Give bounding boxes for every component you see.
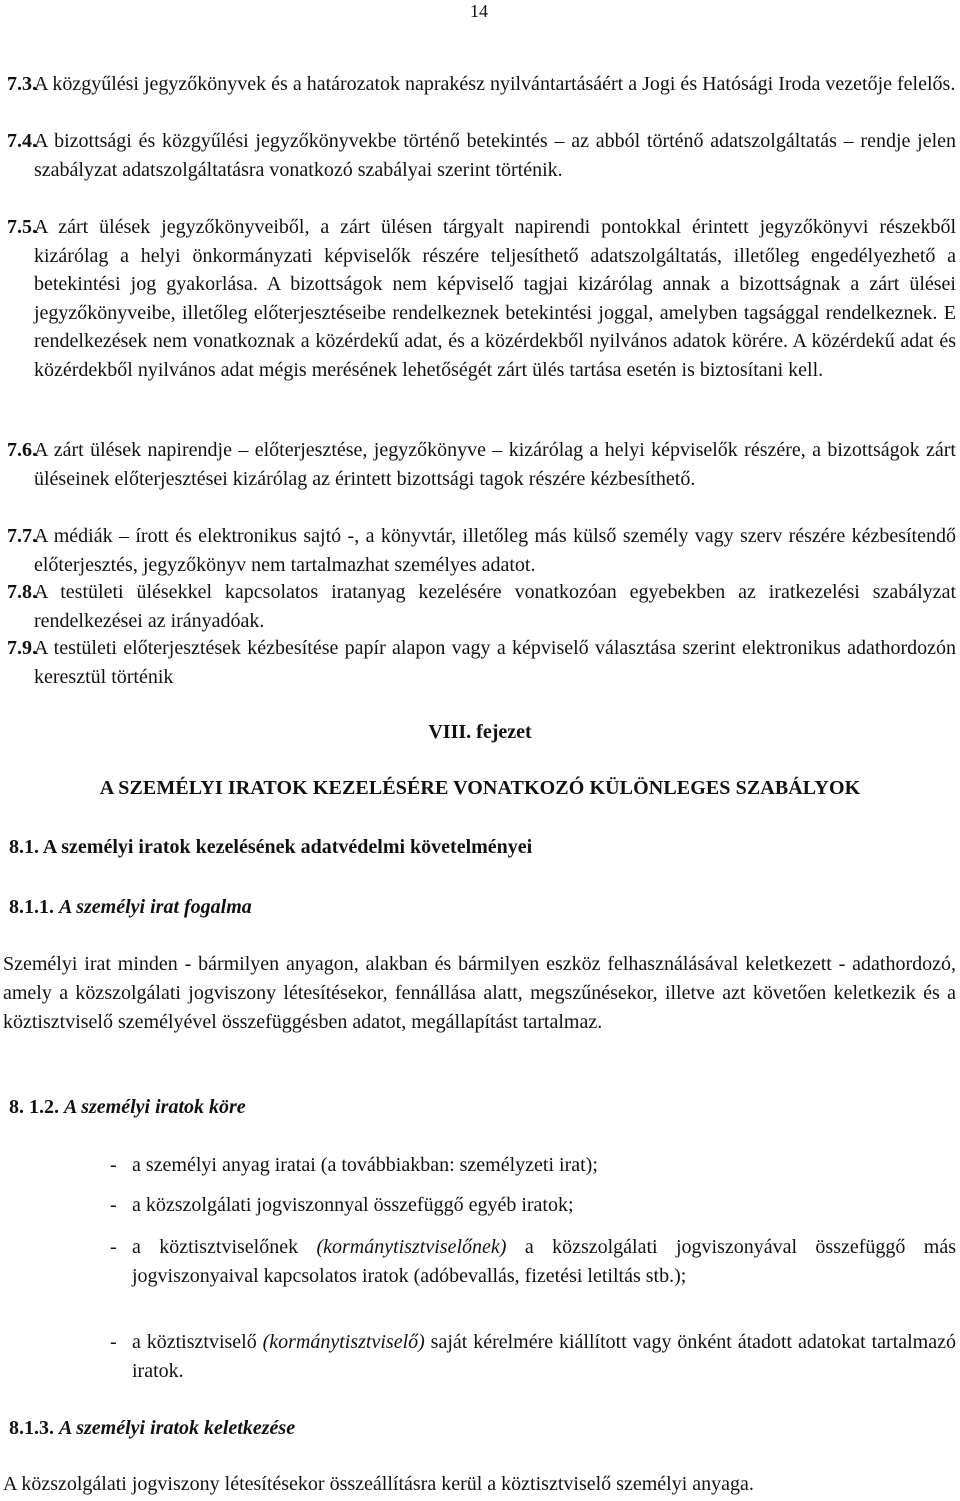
paragraph-7-8 <box>7 578 956 635</box>
section-number: 8.1.1. <box>9 896 54 918</box>
section-number: 8.1.3. <box>9 1417 54 1439</box>
section-number: 8.1. <box>9 836 39 858</box>
paragraph-number: 7.8. <box>7 581 37 603</box>
list-dash: - <box>110 1236 117 1258</box>
list-dash: - <box>110 1331 117 1353</box>
paragraph-7-9 <box>7 634 956 691</box>
paragraph-text: A médiák – írott és elektronikus sajtó -, a könyvtár, illetőleg más külső személy vagy szerv részére kézbesítendő előterjesztés, jegyzőkönyv nem tartalmazhat személyes adatot. <box>34 525 956 576</box>
list-text: a köztisztviselőnek (kormánytisztviselőnek) a közszolgálati jogviszonyával összefüggő más jogviszonyaival kapcsolatos iratok (adóbevallás, fizetési letiltás stb.); <box>132 1236 956 1287</box>
paragraph-number: 7.4. <box>7 130 37 152</box>
paragraph-number: 7.9. <box>7 637 37 659</box>
paragraph-number: 7.7. <box>7 525 37 547</box>
section-heading-8-1-3 <box>9 1416 295 1440</box>
paragraph-7-6 <box>7 436 956 493</box>
list-item <box>110 1233 956 1291</box>
section-heading-8-1-2 <box>9 1095 246 1119</box>
list-item <box>110 1328 956 1386</box>
section-heading-8-1-1 <box>9 895 252 919</box>
paragraph-number: 7.6. <box>7 439 37 461</box>
paragraph-text: A testületi ülésekkel kapcsolatos iratanyag kezelésére vonatkozóan egyebekben az iratkezelési szabályzat rendelkezései az irányadóak. <box>34 581 956 632</box>
chapter-label: VIII. fejezet <box>428 721 532 743</box>
paragraph-7-5 <box>7 213 956 385</box>
paragraph-7-3 <box>7 70 956 99</box>
section-title: A személyi iratok köre <box>64 1096 246 1118</box>
section-text-8-1-1: Személyi irat minden - bármilyen anyagon, alakban és bármilyen eszköz felhasználásával keletkezett - adathordozó, amely a közszolgálati jogviszony létesítésekor, fennállása alatt, megszűnésekor, illetve azt követően keletkezik és a köztisztviselő személyével összefüggésben adatot, megállapítást tartalmaz. <box>3 953 956 1033</box>
chapter-title: A SZEMÉLYI IRATOK KEZELÉSÉRE VONATKOZÓ KÜLÖNLEGES SZABÁLYOK <box>99 777 861 799</box>
list-text: a közszolgálati jogviszonnyal összefüggő egyéb iratok; <box>132 1194 574 1216</box>
list-emphasis: (kormánytisztviselő) <box>262 1331 425 1353</box>
list-item <box>110 1191 956 1220</box>
section-text-8-1-3: A közszolgálati jogviszony létesítésekor összeállításra kerül a köztisztviselő személyi anyaga. <box>3 1473 754 1495</box>
paragraph-7-4 <box>7 127 956 184</box>
section-number: 8. 1.2. <box>9 1096 59 1118</box>
list-dash: - <box>110 1194 117 1216</box>
list-text: a személyi anyag iratai (a továbbiakban: személyzeti irat); <box>132 1154 598 1176</box>
section-title: A személyi irat fogalma <box>59 896 252 918</box>
section-heading-8-1 <box>9 835 532 859</box>
list-emphasis: (kormánytisztviselőnek) <box>316 1236 507 1258</box>
list-dash: - <box>110 1154 117 1176</box>
paragraph-text: A közgyűlési jegyzőkönyvek és a határozatok naprakész nyilvántartásáért a Jogi és Hatósági Iroda vezetője felelős. <box>34 73 956 95</box>
section-title: A személyi iratok kezelésének adatvédelmi követelményei <box>42 836 533 858</box>
paragraph-text: A zárt ülések napirendje – előterjesztése, jegyzőkönyve – kizárólag a helyi képviselők részére, a bizottságok zárt üléseinek előterjesztései kizárólag az érintett bizottsági tagok részére kézbesíthető. <box>34 439 956 490</box>
paragraph-text: A bizottsági és közgyűlési jegyzőkönyvekbe történő betekintés – az abból történő adatszolgáltatás – rendje jelen szabályzat adatszolgáltatásra vonatkozó szabályai szerint történik. <box>34 130 956 181</box>
paragraph-number: 7.5. <box>7 216 37 238</box>
list-text: a köztisztviselő (kormánytisztviselő) saját kérelmére kiállított vagy önként átadott adatokat tartalmazó iratok. <box>132 1331 956 1382</box>
paragraph-text: A testületi előterjesztések kézbesítése papír alapon vagy a képviselő választása szerint elektronikus adathordozón keresztül történik <box>34 637 956 688</box>
list-item <box>110 1151 956 1180</box>
paragraph-7-7 <box>7 522 956 579</box>
section-title: A személyi iratok keletkezése <box>59 1417 296 1439</box>
paragraph-text: A zárt ülések jegyzőkönyveiből, a zárt ülésen tárgyalt napirendi pontokkal érintett jegyzőkönyvi részekből kizárólag a helyi önkormányzati képviselők részére teljesíthető adatszolgáltatás, illetőleg engedélyezhető a betekintési jog gyakorlása. A bizottságok nem képviselő tagjai kizárólag annak a bizottságnak a zárt ülései jegyzőkönyveibe, illetőleg előterjesztéseibe rendelkeznek betekintési joggal, amelyben tagsággal rendelkeznek. E rendelkezések nem vonatkoznak a közérdekű adat, és a közérdekből nyilvános adatok körére. A közérdekű adat és közérdekből nyilvános adat mégis merésének lehetőségét zárt ülés tartása esetén is biztosítani kell. <box>34 216 956 381</box>
paragraph-number: 7.3. <box>7 73 37 95</box>
page-number: 14 <box>470 1 488 21</box>
